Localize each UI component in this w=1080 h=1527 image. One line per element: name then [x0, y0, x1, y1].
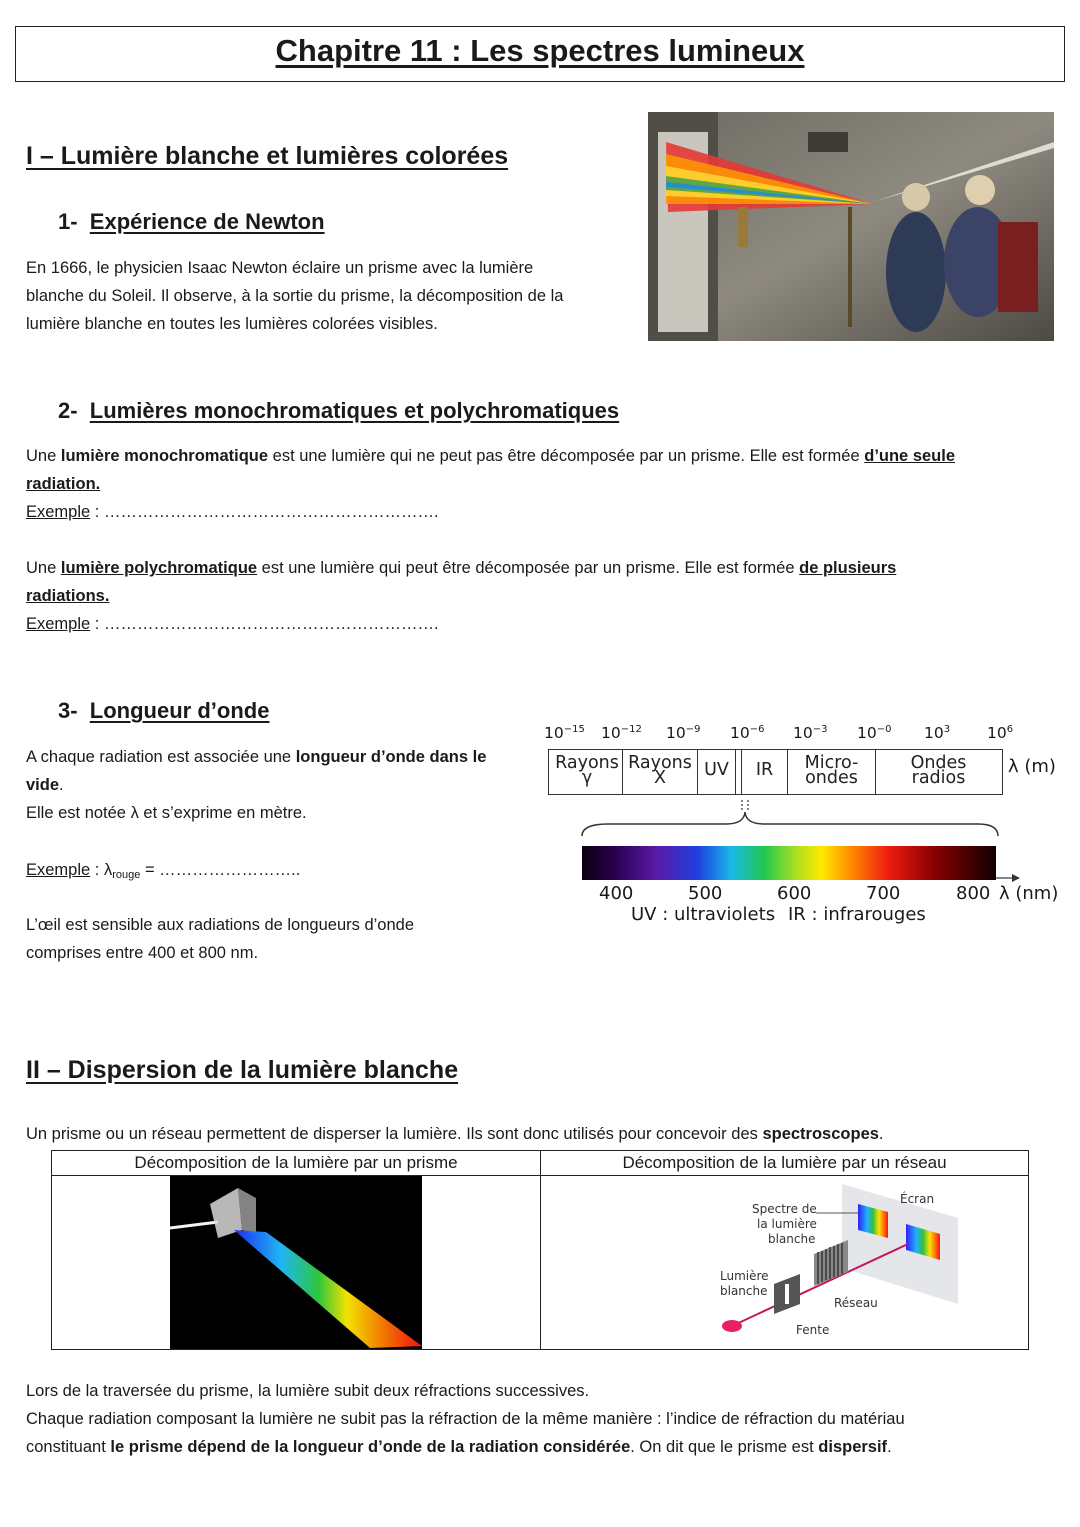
subsection-1-number: 1- [58, 209, 78, 234]
band-microwave [788, 753, 875, 788]
table-header-grating: Décomposition de la lumière par un réseau [541, 1151, 1028, 1176]
wavelength-text-a: A chaque radiation est associée une [26, 748, 296, 766]
eye-line-2: comprises entre 400 et 800 nm. [26, 944, 259, 962]
subsection-2-heading [58, 398, 619, 424]
tick-500: 500 [688, 883, 723, 904]
label-fente: Fente [796, 1323, 830, 1337]
subsection-1-heading [58, 209, 325, 235]
em-spectrum-diagram [540, 722, 1080, 932]
mono-emphasis: d’une seule [864, 447, 956, 465]
band-ir [742, 760, 787, 780]
subsection-3-heading [58, 698, 269, 724]
subsection-2-title: Lumières monochromatiques et polychromatiques [89, 398, 620, 423]
mono-term: lumière monochromatique [60, 447, 269, 465]
legend-uv: UV : ultraviolets [631, 904, 776, 925]
band-radio-l1: Ondes [910, 753, 967, 773]
power-4-base: 10 [730, 724, 750, 742]
label-spectre-2: la lumière [757, 1217, 817, 1231]
power-3-base: 10 [666, 724, 686, 742]
band-xray-l2: X [654, 768, 666, 788]
band-radio-l2: radios [911, 768, 966, 788]
band-radio [876, 753, 1001, 788]
lambda-symbol: : λ [90, 861, 113, 879]
poly-emphasis: de plusieurs [799, 559, 897, 577]
power-label-6 [857, 724, 891, 742]
poly-term: lumière polychromatique [60, 559, 258, 577]
eye-line-1: L’œil est sensible aux radiations de longueurs d’onde [26, 916, 414, 934]
mono-text-a: Une [26, 447, 61, 465]
page-title: Chapitre 11 : Les spectres lumineux [275, 33, 805, 68]
tick-400: 400 [599, 883, 634, 904]
wavelength-vide: vide [26, 776, 60, 794]
power-7-exp: 3 [943, 724, 951, 735]
subsection-1-title: Expérience de Newton [89, 209, 325, 234]
power-2-exp: −12 [620, 724, 642, 735]
power-6-base: 10 [857, 724, 877, 742]
mono-radiation: radiation. [26, 475, 101, 493]
poly-text-a: Une [26, 559, 61, 577]
label-reseau: Réseau [834, 1296, 878, 1310]
tick-700: 700 [866, 883, 901, 904]
dispersion-table [51, 1150, 1029, 1350]
newton-experiment-illustration [648, 112, 1054, 341]
power-label-1 [544, 724, 585, 742]
refraction-text-a: constituant [26, 1438, 111, 1456]
label-spectre-1: Spectre de [752, 1202, 817, 1216]
section-2-title: II – Dispersion de la lumière blanche [26, 1056, 459, 1084]
power-7-base: 10 [924, 724, 944, 742]
poly-radiations: radiations. [26, 587, 110, 605]
band-gamma [551, 753, 623, 788]
polychromatic-paragraph [26, 554, 1056, 638]
poly-example-blank: ……………………………………………………. [103, 615, 439, 633]
power-5-base: 10 [793, 724, 813, 742]
label-lumiere-1: Lumière [720, 1269, 769, 1283]
band-uv [698, 760, 735, 780]
poly-example-sep: : [90, 615, 104, 633]
intro-text-a: Un prisme ou un réseau permettent de disperser la lumière. Ils sont donc utilisés pour concevoir des [26, 1125, 763, 1143]
wavelength-dot: . [59, 776, 64, 794]
power-4-exp: −6 [749, 724, 765, 735]
power-8-base: 10 [987, 724, 1007, 742]
wavelength-paragraph [26, 743, 531, 827]
newton-paragraph [26, 254, 636, 338]
band-divider-3 [735, 750, 736, 794]
band-gamma-l1: Rayons [555, 753, 619, 773]
band-uv-l1: UV [704, 760, 729, 780]
refraction-line-3 [26, 1433, 1066, 1461]
wavelength-notation: Elle est notée λ et s’exprime en mètre. [26, 804, 307, 822]
power-6-exp: −0 [876, 724, 892, 735]
dispersion-intro [26, 1120, 1066, 1148]
band-microwave-l1: Micro- [804, 753, 859, 773]
intro-spectroscopes: spectroscopes [762, 1125, 879, 1143]
power-3-exp: −9 [685, 724, 701, 735]
band-xray [623, 753, 697, 788]
mono-example-sep: : [90, 503, 104, 521]
lambda-subscript: rouge [112, 869, 141, 881]
prism-photo [170, 1176, 422, 1349]
power-label-2 [601, 724, 642, 742]
refraction-line-1: Lors de la traversée du prisme, la lumière subit deux réfractions successives. [26, 1382, 590, 1400]
tick-800: 800 [956, 883, 991, 904]
power-label-7 [924, 724, 950, 742]
band-xray-l1: Rayons [628, 753, 692, 773]
visible-spectrum-bar [580, 844, 1020, 884]
monochromatic-paragraph [26, 442, 1056, 526]
power-1-base: 10 [544, 724, 564, 742]
em-bands-box [548, 749, 1003, 795]
unit-meters: λ (m) [1008, 756, 1056, 777]
newton-line-3: lumière blanche en toutes les lumières colorées visibles. [26, 315, 438, 333]
subsection-3-title: Longueur d’onde [89, 698, 270, 723]
power-1-exp: −15 [563, 724, 585, 735]
band-gamma-l2: γ [581, 768, 593, 788]
table-col-divider [540, 1151, 541, 1349]
power-label-8 [987, 724, 1013, 742]
refraction-dispersif: dispersif [818, 1438, 888, 1456]
subsection-3-number: 3- [58, 698, 78, 723]
power-label-5 [793, 724, 827, 742]
intro-text-c: . [878, 1125, 884, 1143]
refraction-text-c: . On dit que le prisme est [630, 1438, 819, 1456]
eye-sensitivity-paragraph [26, 911, 414, 967]
visible-range-brace [578, 800, 1003, 842]
power-8-exp: 6 [1006, 724, 1014, 735]
power-label-4 [730, 724, 764, 742]
lambda-blank: = …………………….. [140, 861, 301, 879]
tick-600: 600 [777, 883, 812, 904]
subsection-2-number: 2- [58, 398, 78, 423]
label-ecran: Écran [900, 1192, 935, 1206]
refraction-line-2: Chaque radiation composant la lumière ne subit pas la réfraction de la même manière : l’indice de réfraction du matériau [26, 1410, 905, 1428]
mono-example-blank: ……………………………………………………. [103, 503, 439, 521]
wavelength-example [26, 856, 300, 889]
grating-diagram [662, 1176, 972, 1348]
power-label-3 [666, 724, 700, 742]
unit-nanometers: λ (nm) [999, 883, 1059, 904]
wavelength-example-label: Exemple [26, 861, 91, 879]
wavelength-term: longueur d’onde dans le [295, 748, 487, 766]
refraction-paragraph [26, 1377, 1066, 1461]
power-2-base: 10 [601, 724, 621, 742]
refraction-text-e: . [887, 1438, 892, 1456]
newton-line-1: En 1666, le physicien Isaac Newton éclaire un prisme avec la lumière [26, 259, 534, 277]
poly-text-c: est une lumière qui peut être décomposée par un prisme. Elle est formée [257, 559, 800, 577]
power-5-exp: −3 [812, 724, 828, 735]
table-header-prism: Décomposition de la lumière par un prisme [52, 1151, 540, 1176]
band-microwave-l2: ondes [805, 768, 858, 788]
section-1-title: I – Lumière blanche et lumières colorées [26, 142, 509, 170]
label-spectre-3: blanche [768, 1232, 816, 1246]
legend-ir: IR : infrarouges [788, 904, 926, 925]
newton-line-2: blanche du Soleil. Il observe, à la sortie du prisme, la décomposition de la [26, 287, 564, 305]
mono-text-c: est une lumière qui ne peut pas être décomposée par un prisme. Elle est formée [268, 447, 865, 465]
band-ir-l1: IR [755, 760, 774, 780]
refraction-key-statement: le prisme dépend de la longueur d’onde de la radiation considérée [110, 1438, 631, 1456]
page-title-box [15, 26, 1065, 82]
poly-example-label: Exemple [26, 615, 91, 633]
label-lumiere-2: blanche [720, 1284, 768, 1298]
mono-example-label: Exemple [26, 503, 91, 521]
